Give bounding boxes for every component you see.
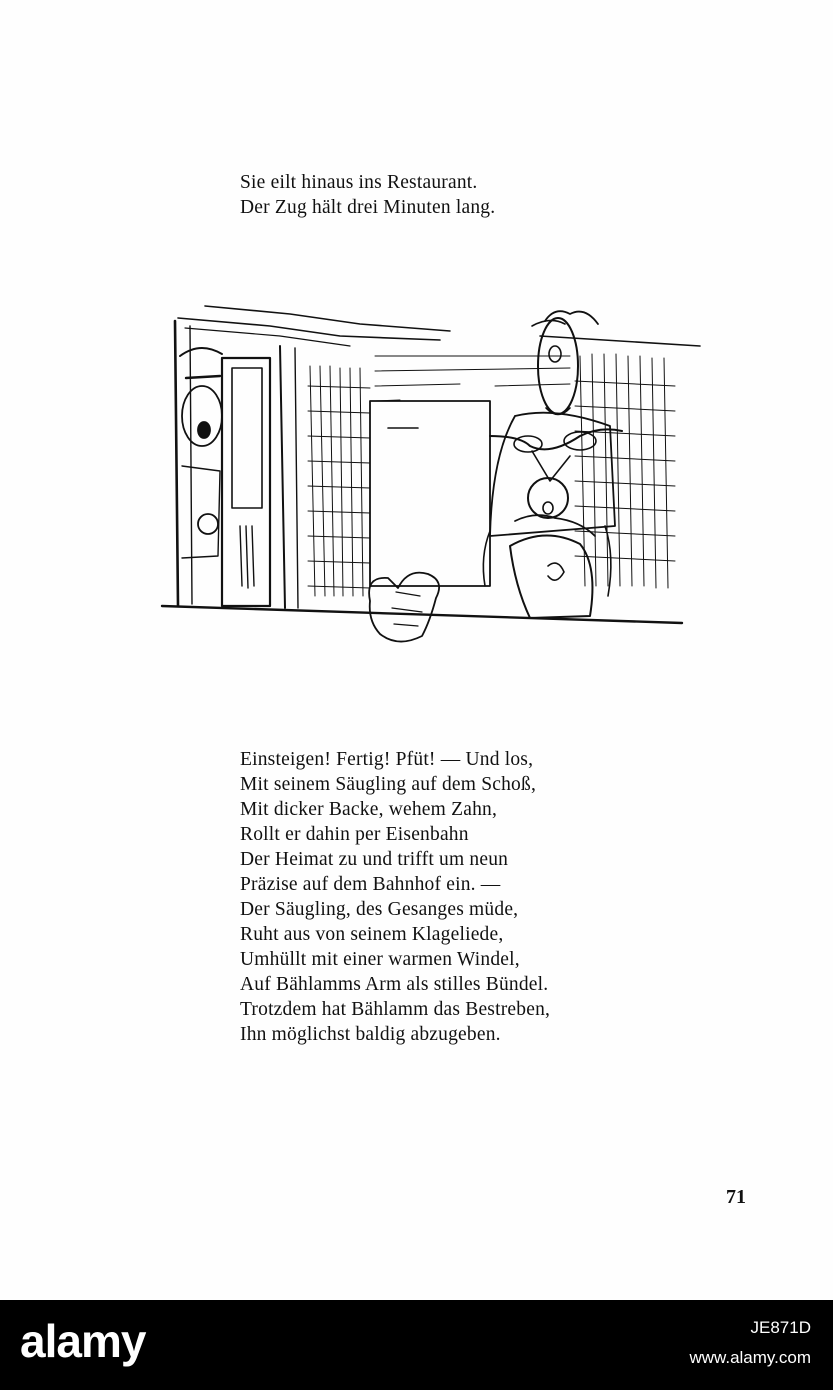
verse-line: Der Zug hält drei Minuten lang. xyxy=(240,197,496,218)
verse-line: Ihn möglichst baldig abzugeben. xyxy=(240,1024,501,1045)
verse-line: Mit dicker Backe, wehem Zahn, xyxy=(240,799,498,820)
verse-line: Einsteigen! Fertig! Pfüt! — Und los, xyxy=(240,749,534,770)
verse-top xyxy=(240,170,495,220)
watermark-footer xyxy=(0,1300,833,1390)
page-number: 71 xyxy=(726,1186,746,1208)
verse-bottom xyxy=(240,747,550,1047)
verse-line: Auf Bählamms Arm als stilles Bündel. xyxy=(240,974,549,995)
train-compartment-illustration xyxy=(160,296,705,656)
verse-line: Der Säugling, des Gesanges müde, xyxy=(240,899,519,920)
alamy-logo: alamy xyxy=(20,1315,146,1367)
verse-line: Der Heimat zu und trifft um neun xyxy=(240,849,509,870)
verse-line: Sie eilt hinaus ins Restaurant. xyxy=(240,172,478,193)
verse-line: Umhüllt mit einer warmen Windel, xyxy=(240,949,520,970)
verse-line: Präzise auf dem Bahnhof ein. — xyxy=(240,874,501,895)
verse-line: Mit seinem Säugling auf dem Schoß, xyxy=(240,774,537,795)
verse-line: Trotzdem hat Bählamm das Bestreben, xyxy=(240,999,551,1020)
verse-line: Rollt er dahin per Eisenbahn xyxy=(240,824,469,845)
verse-line: Ruht aus von seinem Klageliede, xyxy=(240,924,504,945)
image-code: JE871D xyxy=(750,1318,811,1337)
footer-url: www.alamy.com xyxy=(689,1348,811,1367)
